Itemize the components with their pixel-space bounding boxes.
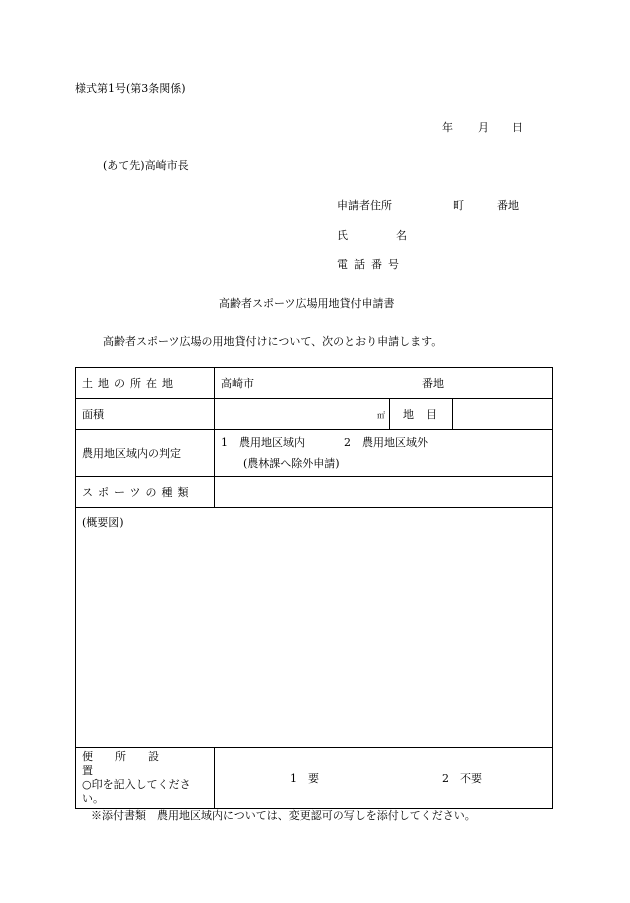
applicant-banchi: 番地: [497, 199, 519, 212]
row-farm: [76, 430, 553, 477]
toilet-label: 便所設置: [82, 750, 181, 777]
form-number: 様式第1号(第3条関係): [75, 82, 186, 95]
footnote: ※添付書類 農用地区域内については、変更認可の写しを添付してください。: [91, 809, 476, 822]
row-toilet: [76, 748, 553, 809]
location-banchi: 番地: [422, 377, 444, 390]
area-label: 面積: [82, 408, 104, 421]
farm-option-2[interactable]: 2 農用地区域外: [344, 436, 428, 449]
toilet-options-cell[interactable]: [215, 748, 553, 809]
map-cell[interactable]: [76, 508, 553, 748]
location-label: 土地の所在地: [76, 368, 215, 399]
area-value-cell[interactable]: [215, 399, 390, 430]
row-map: [76, 508, 553, 748]
applicant-phone-label: 電話番号: [337, 258, 405, 271]
document-title: 高齢者スポーツ広場用地貸付申請書: [219, 297, 395, 310]
applicant-town: 町: [453, 199, 464, 212]
application-table: [75, 367, 553, 809]
addressee: (あて先)高崎市長: [103, 159, 189, 172]
toilet-option-1[interactable]: 1 要: [290, 772, 319, 785]
land-category-value-cell[interactable]: [453, 399, 553, 430]
row-sport: [76, 477, 553, 508]
applicant-name-label-1: 氏: [337, 229, 348, 242]
applicant-name-label-2: 名: [396, 229, 407, 242]
map-label: (概要図): [82, 516, 124, 529]
location-cell[interactable]: [215, 368, 553, 399]
farm-label: 農用地区域内の判定: [76, 430, 215, 477]
date-month: 月: [478, 121, 489, 134]
row-location: [76, 368, 553, 399]
row-area: [76, 399, 553, 430]
date-year: 年: [442, 121, 453, 134]
land-category-label: 地目: [390, 399, 453, 430]
sport-label: スポーツの種類: [76, 477, 215, 508]
toilet-option-2[interactable]: 2 不要: [442, 772, 482, 785]
farm-cell[interactable]: [215, 430, 553, 477]
toilet-instruction: ○印を記入してください。: [82, 778, 191, 805]
date-day: 日: [512, 121, 523, 134]
applicant-address-label: 申請者住所: [337, 199, 392, 212]
farm-note: (農林課へ除外申請): [243, 457, 340, 470]
area-unit: ㎡: [377, 410, 385, 420]
sport-cell[interactable]: [215, 477, 553, 508]
toilet-label-cell: [76, 748, 215, 809]
area-label-cell: [76, 399, 215, 430]
intro-text: 高齢者スポーツ広場の用地貸付けについて、次のとおり申請します。: [103, 335, 443, 348]
farm-option-1[interactable]: 1 農用地区域内: [221, 436, 305, 449]
location-city: 高崎市: [221, 377, 254, 390]
